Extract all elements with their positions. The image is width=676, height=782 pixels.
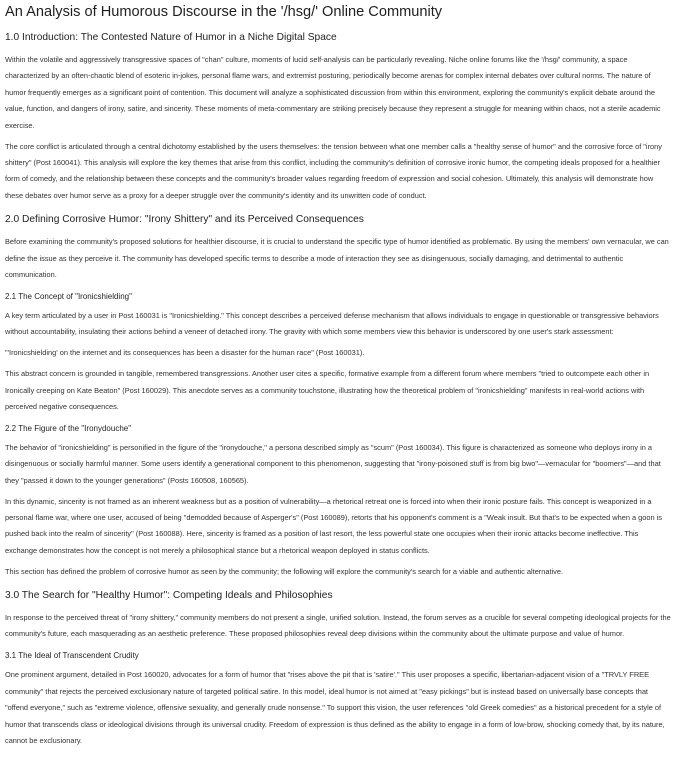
paragraph: The behavior of "ironicshielding" is personified in the figure of the "ironydouche," a persona described simply as "scum" (Post 160034). This figure is characterized as someone who deploys irony in a disingenuous or socially harmful manner. Some users identify a generational component to this phenomenon, suggesting that "irony-poisoned stuff is from big bwo"—vernacular for "boomers"—and that they "passed it down to the younger generations" (Posts 160508, 160565). — [5, 442, 661, 485]
paragraph: A key term articulated by a user in Post 160031 is "Ironicshielding." This concept describes a perceived defense mechanism that allows individuals to engage in questionable or transgressive behaviors without accountability, insulating their actions behind a veneer of detached irony. The gravity with which some members view this behavior is underscored by one user's stark assessment: — [5, 310, 659, 337]
subsection-heading: 2.1 The Concept of "Ironicshielding" — [5, 291, 132, 301]
quote: "'Ironicshielding' on the internet and its consequences has been a disaster for the human race" (Post 160031). — [5, 348, 365, 358]
paragraph: In response to the perceived threat of "irony shittery," community members do not present a single, unified solution. Instead, the forum serves as a crucible for several competing ideological projects for the community's future, each masquerading as an aesthetic preference. These proposed philosophies reveal deep divisions within the community about the ultimate purpose and value of humor. — [5, 613, 671, 639]
subsection-ironicshielding — [5, 288, 671, 415]
section-heading: 2.0 Defining Corrosive Humor: "Irony Shittery" and its Perceived Consequences — [5, 214, 364, 226]
paragraph: One prominent argument, detailed in Post 160020, advocates for a form of humor that "rises above the pit that is 'satire'." This user proposes a specific, libertarian-adjacent vision of a "TRVLY FREE community" that rejects the perceived exclusionary nature of targeted political satire. In this model, ideal humor is not aimed at "easy pickings" but is instead based on universally base concepts that "offend everyone," such as "extreme violence, offensive sexuality, and generally crude nonsense." To support this vision, the user references "old Greek comedies" as a historical precedent for a style of humor that transcends class or ideological divisions through its universal crudity. Freedom of expression is thus defined as the ability to engage in a form of low-brow, shocking comedy that, by its nature, cannot be exclusionary. — [5, 670, 665, 745]
section-heading: 3.0 The Search for "Healthy Humor": Competing Ideals and Philosophies — [5, 590, 333, 602]
subsection-heading: 3.1 The Ideal of Transcendent Crudity — [5, 651, 139, 661]
section-heading: 1.0 Introduction: The Contested Nature of Humor in a Niche Digital Space — [5, 32, 337, 43]
section-introduction — [5, 28, 671, 204]
section-corrosive-humor — [5, 210, 671, 283]
paragraph: The core conflict is articulated through a central dichotomy established by the users themselves: the tension between what one member calls a "healthy sense of humor" and the corrosive force of "irony shittery" (Post 160041). This analysis will explore the key themes that arise from this conflict, including the community's definition of corrosive ironic humor, the competing ideals proposed for a healthier form of comedy, and the relationship between these concepts and the community's broader values regarding freedom of expression and social cohesion. Ultimately, this analysis will demonstrate how these debates over humor serve as a proxy for a deeper struggle over the community's identity and its unwritten code of conduct. — [5, 141, 662, 200]
paragraph: Within the volatile and aggressively transgressive spaces of "chan" culture, moments of lucid self-analysis can be particularly revealing. Niche online forums like the '/hsg/' community, a space characterized by an often-chaotic blend of esoteric in-jokes, personal flame wars, and extremist posturing, periodically become arenas for complex internal debates over cultural norms. The nature of humor frequently emerges as a significant point of contention. This document will analyze a sophisticated discussion from within this environment, exploring the community's explicit debate around the value, function, and dangers of irony, satire, and sincerity. These moments of meta-commentary are striking precisely because they represent a struggle for meaning within chaos, not a sterile academic exercise. — [5, 55, 661, 130]
subsection-transcendent-crudity — [5, 647, 671, 749]
paragraph: Before examining the community's proposed solutions for healthier discourse, it is crucial to understand the specific type of humor identified as problematic. By using the members' own vernacular, we can define the issue as they perceive it. The community has developed specific terms to describe a mode of interaction they see as disingenuous, socially damaging, and detrimental to authentic communication. — [5, 237, 669, 279]
paragraph: In this dynamic, sincerity is not framed as an inherent weakness but as a position of vulnerability—a rhetorical retreat one is forced into when their ironic posture fails. This concept is weaponized in a personal flame war, where one user, accused of being "demodded because of Asperger's" (Post 160089), retorts that his opponent's comment is a "Weak insult. But that's to be expected when a goon is pushed back into the realm of sincerity" (Post 160088). Here, sincerity is framed as a position of last resort, the less powerful state one occupies when their ironic attacks become ineffective. This exchange demonstrates how the concept is not merely a philosophical stance but a rhetorical weapon deployed in status conflicts. — [5, 496, 662, 555]
document-title: An Analysis of Humorous Discourse in the '/hsg/' Online Community — [5, 4, 443, 20]
section-healthy-humor — [5, 586, 671, 643]
subsection-ironydouche — [5, 420, 671, 580]
paragraph: This abstract concern is grounded in tangible, remembered transgressions. Another user cites a specific, formative example from a different forum where members "tried to outcompete each other in Ironically creeping on Kate Beaton" (Post 160029). This anecdote serves as a community touchstone, illustrating how the theoretical problem of "ironicshielding" manifests in real-world actions with perceived negative consequences. — [5, 369, 650, 411]
paragraph: This section has defined the problem of corrosive humor as seen by the community; the following will explore the community's search for a viable and authentic alternative. — [5, 566, 564, 576]
subsection-heading: 2.2 The Figure of the "Ironydouche" — [5, 423, 132, 433]
